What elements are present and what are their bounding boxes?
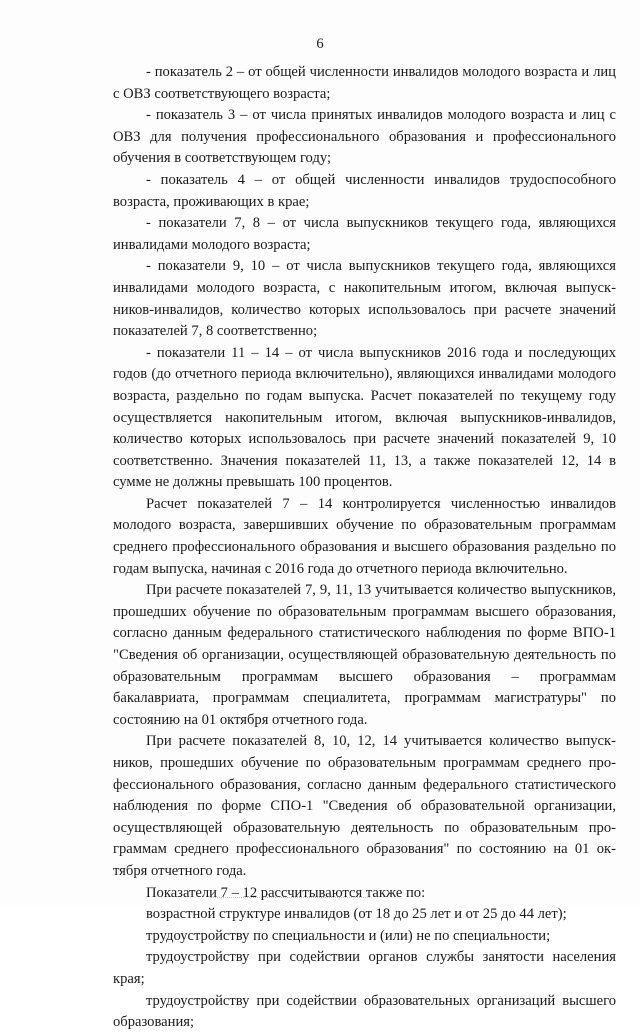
- paragraph-employment-universities: трудоустройству при содействии образовательных организаций высшего образования;: [113, 992, 616, 1031]
- paragraph-age-structure: возрастной структуре инвалидов (от 18 до 25 лет и от 25 до 44 лет);: [146, 906, 567, 923]
- paragraph-indicator-2: - показатель 2 – от общей численности инвалидов молодого возраста и лиц с ОВЗ соответствующего возраста;: [113, 64, 616, 102]
- page-number: 6: [316, 36, 324, 52]
- paragraph-indicators-11-14: - показатели 11 – 14 – от числа выпускников 2016 года и последующих годов (до отчетного периода включительно), являющихся инвалидами молодого возраста, раздельно по годам выпуска. Расчет показателей по текущему году осуществляется накопительным итогом, включая выпускников-инвалидов, количество которых использовалось при расчете значений показателей 9, 10 соответственно. Значения показателей 11, 13, а также показателей 12, 14 в сумме не должны превышать 100 процентов.: [113, 344, 616, 491]
- paragraph-breakdown-intro: Показатели 7 – 12 рассчитываются также по:: [146, 884, 426, 901]
- paragraph-employment-specialty: трудоустройству по специальности и (или) не по специальности;: [146, 927, 551, 944]
- scan-edge-divider: [210, 897, 370, 898]
- paragraph-vocational-education-count: При расчете показателей 8, 10, 12, 14 учитывается количество выпускников, прошедших обучение по образовательным программам среднего профессионального образования, согласно данным федерального статистического наблюдения по форме СПО-1 "Сведения об образовательной организации, осуществляющей образовательную деятельность по образовательным программам среднего профессионального образования" по состоянию на 01 октября отчетного года.: [113, 733, 616, 879]
- paragraph-indicators-9-10: - показатели 9, 10 – от числа выпускников текущего года, являющихся инвалидами молодого возраста, с накопительным итогом, включая выпускников-инвалидов, количество которых использовалось при расчете значений показателей 7, 8 соответственно;: [113, 258, 616, 340]
- document-body: [113, 62, 616, 1034]
- paragraph-indicator-4: - показатель 4 – от общей численности инвалидов трудоспособного возраста, проживающих в крае;: [113, 171, 616, 210]
- paragraph-indicator-3: - показатель 3 – от числа принятых инвалидов молодого возраста и лиц с ОВЗ для получения профессионального образования и профессионального обучения в соответствующем году;: [113, 107, 616, 167]
- paragraph-indicators-7-8: - показатели 7, 8 – от числа выпускников текущего года, являющихся инвалидами молодого возраста;: [113, 215, 616, 253]
- paragraph-control-7-14: Расчет показателей 7 – 14 контролируется численностью инвалидов молодого возраста, завершивших обучение по образовательным программам среднего профессионального образования и высшего образования раздельно по годам выпуска, начиная с 2016 года до отчетного периода включительно.: [113, 495, 616, 577]
- paragraph-employment-agencies: трудоустройству при содействии органов службы занятости населения края;: [113, 949, 616, 987]
- paragraph-higher-education-count: При расчете показателей 7, 9, 11, 13 учитывается количество выпускников, прошедших обучение по образовательным программам высшего образования, согласно данным федерального статистического наблюдения по форме ВПО-1 "Сведения об организации, осуществляющей образовательную деятельность по образовательным программам высшего образования – программам бакалавриата, программам специалитета, программам магистратуры" по состоянию на 01 октября отчетного года.: [113, 582, 616, 728]
